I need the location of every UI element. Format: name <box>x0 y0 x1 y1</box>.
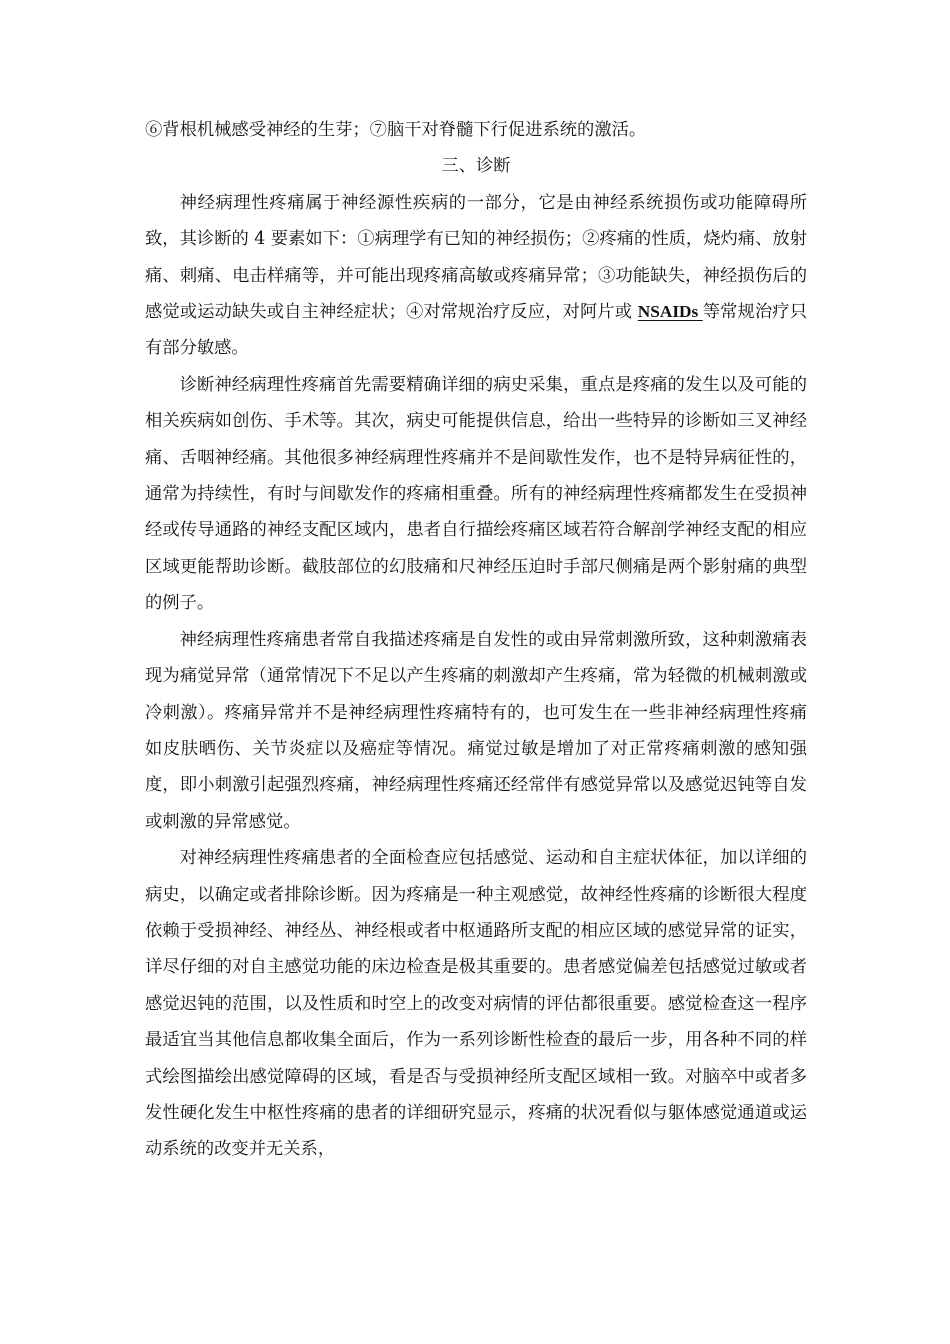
paragraph-history: 诊断神经病理性疼痛首先需要精确详细的病史采集，重点是疼痛的发生以及可能的相关疾病如创伤、手术等。其次，病史可能提供信息，给出一些特异的诊断如三叉神经痛、舌咽神经痛。其他很多神经病理性疼痛并不是间歇性发作，也不是特异病征性的，通常为持续性，有时与间歇发作的疼痛相重叠。所有的神经病理性疼痛都发生在受损神经或传导通路的神经支配区域内，患者自行描绘疼痛区域若符合解剖学神经支配的相应区域更能帮助诊断。截肢部位的幻肢痛和尺神经压迫时手部尺侧痛是两个影射痛的典型的例子。 <box>145 374 807 614</box>
section-heading: 三、诊断 <box>441 156 511 177</box>
paragraph-criteria-tail: 等常规治疗只有部分敏感。 <box>145 302 807 359</box>
paragraph-symptoms: 神经病理性疼痛患者常自我描述疼痛是自发性的或由异常刺激所致，这种刺激痛表现为痛觉异常（通常情况下不足以产生疼痛的刺激却产生疼痛，常为轻微的机械刺激或冷刺激）。疼痛异常并不是神经病理性疼痛特有的，也可发生在一些非神经病理性疼痛如皮肤晒伤、关节炎症以及癌症等情况。痛觉过敏是增加了对正常疼痛刺激的感知强度，即小刺激引起强烈疼痛，神经病理性疼痛还经常伴有感觉异常以及感觉迟钝等自发或刺激的异常感觉。 <box>145 629 807 832</box>
nsaids-term: NSAIDs <box>637 302 703 322</box>
document-body <box>145 112 807 1168</box>
paragraph-examination: 对神经病理性疼痛患者的全面检查应包括感觉、运动和自主症状体征，加以详细的病史，以确定或者排除诊断。因为疼痛是一种主观感觉，故神经性疼痛的诊断很大程度依赖于受损神经、神经丛、神经根或者中枢通路所支配的相应区域的感觉异常的证实，详尽仔细的对自主感觉功能的床边检查是极其重要的。患者感觉偏差包括感觉过敏或者感觉迟钝的范围，以及性质和时空上的改变对病情的评估都很重要。感觉检查这一程序最适宜当其他信息都收集全面后，作为一系列诊断性检查的最后一步，用各种不同的样式绘图描绘出感觉障碍的区域，看是否与受损神经所支配区域相一致。对脑卒中或者多发性硬化发生中枢性疼痛的患者的详细研究显示，疼痛的状况看似与躯体感觉通道或运动系统的改变并无关系， <box>145 848 807 1160</box>
paragraph-criteria <box>145 185 807 367</box>
paragraph-criteria-text: 神经病理性疼痛属于神经源性疾病的一部分，它是由神经系统损伤或功能障碍所致，其诊断的 4 要素如下：①病理学有已知的神经损伤；②疼痛的性质，烧灼痛、放射痛、刺痛、电击样痛等，并可能出现疼痛高敏或疼痛异常；③功能缺失，神经损伤后的感觉或运动缺失或自主神经症状；④对常规治疗反应，对阿片或 <box>145 192 807 323</box>
continuation-paragraph: ⑥背根机械感受神经的生芽；⑦脑干对脊髓下行促进系统的激活。 <box>145 120 647 140</box>
